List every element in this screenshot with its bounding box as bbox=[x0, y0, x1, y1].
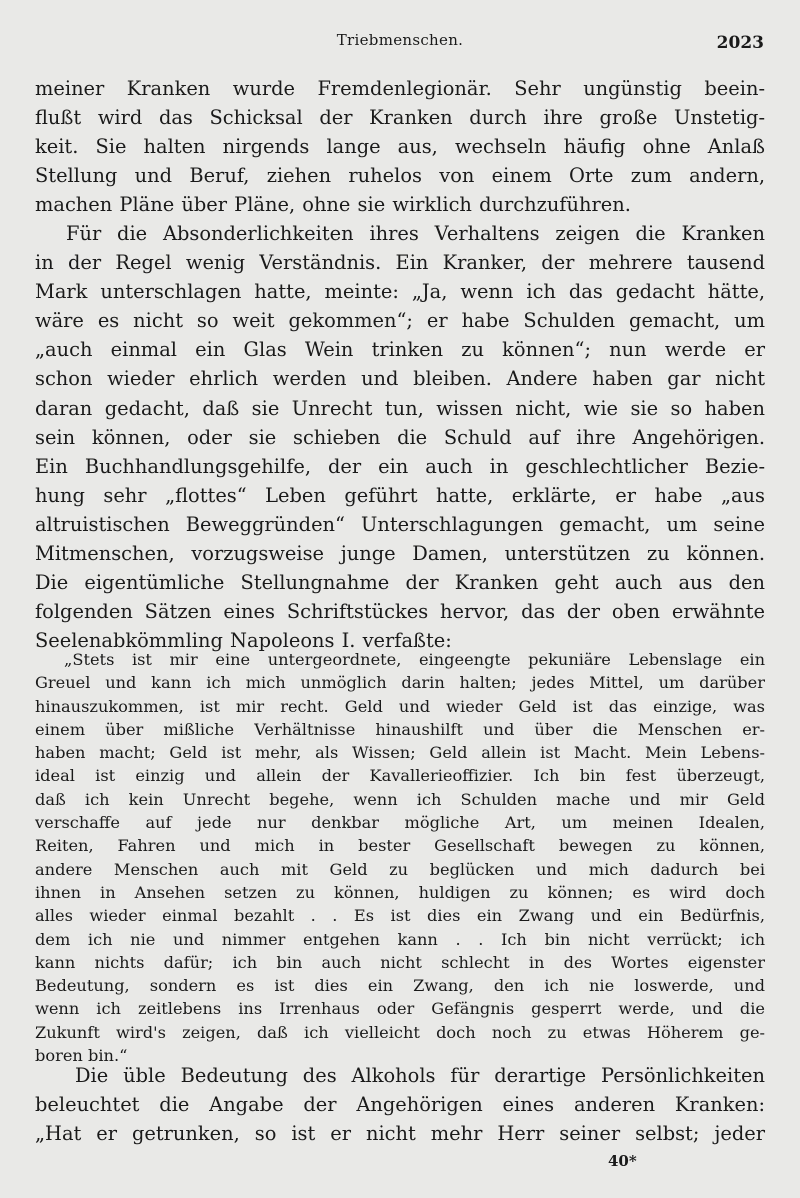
quote-line: ihnen in Ansehen setzen zu können, huldigen zu können; es wird doch bbox=[35, 882, 765, 902]
running-header bbox=[0, 31, 800, 57]
text-line: „auch einmal ein Glas Wein trinken zu können“; nun werde er bbox=[35, 338, 765, 362]
quotation-block bbox=[35, 648, 765, 1067]
quote-line: boren bin.“ bbox=[35, 1046, 128, 1066]
page-number: 2023 bbox=[716, 33, 764, 53]
quote-line: verschaffe auf jede nur denkbar mögliche Art, um meinen Idealen, bbox=[35, 813, 765, 833]
quote-line: hinauszukommen, ist mir recht. Geld und wieder Geld ist das einzige, was bbox=[35, 696, 765, 716]
text-line: flußt wird das Schicksal der Kranken durch ihre große Unstetig- bbox=[35, 106, 765, 130]
text-line: „Hat er getrunken, so ist er nicht mehr Herr seiner selbst; jeder bbox=[35, 1122, 765, 1146]
text-line: hung sehr „flottes“ Leben geführt hatte, erklärte, er habe „aus bbox=[35, 483, 765, 507]
quote-line: Reiten, Fahren und mich in bester Gesellschaft bewegen zu können, bbox=[35, 836, 765, 856]
text-line: keit. Sie halten nirgends lange aus, wechseln häufig ohne Anlaß bbox=[35, 135, 765, 159]
paragraph-3 bbox=[35, 1061, 765, 1148]
quote-line: alles wieder einmal bezahlt . . Es ist dies ein Zwang und ein Bedürfnis, bbox=[35, 906, 765, 926]
running-title: Triebmenschen. bbox=[336, 31, 464, 49]
text-line: Die eigentümliche Stellungnahme der Kranken geht auch aus den bbox=[35, 571, 765, 595]
quote-line: kann nichts dafür; ich bin auch nicht schlecht in des Wortes eigenster bbox=[35, 952, 765, 972]
text-line: wäre es nicht so weit gekommen“; er habe Schulden gemacht, um bbox=[35, 309, 765, 333]
text-line: Mark unterschlagen hatte, meinte: „Ja, wenn ich das gedacht hätte, bbox=[35, 280, 765, 304]
text-line: in der Regel wenig Verständnis. Ein Kranker, der mehrere tausend bbox=[35, 251, 765, 275]
text-line: folgenden Sätzen eines Schriftstückes hervor, das der oben erwähnte bbox=[35, 600, 765, 624]
quote-line: dem ich nie und nimmer entgehen kann . . Ich bin nicht verrückt; ich bbox=[35, 929, 765, 949]
quote-line: Zukunft wird's zeigen, daß ich vielleicht doch noch zu etwas Höherem ge- bbox=[35, 1022, 765, 1042]
paragraph-1 bbox=[35, 74, 765, 219]
quote-line: daß ich kein Unrecht begehe, wenn ich Schulden mache und mir Geld bbox=[35, 789, 765, 809]
text-line: machen Pläne über Pläne, ohne sie wirklich durchzuführen. bbox=[35, 193, 631, 217]
text-line: Für die Absonderlichkeiten ihres Verhaltens zeigen die Kranken bbox=[66, 222, 765, 245]
text-line: Stellung und Beruf, ziehen ruhelos von einem Orte zum andern, bbox=[35, 164, 765, 188]
text-line: Die üble Bedeutung des Alkohols für derartige Persönlichkeiten bbox=[75, 1064, 765, 1087]
text-line: sein können, oder sie schieben die Schuld auf ihre Angehörigen. bbox=[35, 425, 765, 449]
quote-line: wenn ich zeitlebens ins Irrenhaus oder Gefängnis gesperrt werde, und die bbox=[35, 999, 765, 1019]
text-line: meiner Kranken wurde Fremdenlegionär. Sehr ungünstig beein- bbox=[35, 77, 765, 100]
text-line: Mitmenschen, vorzugsweise junge Damen, unterstützen zu können. bbox=[35, 542, 765, 566]
text-line: Ein Buchhandlungsgehilfe, der ein auch in geschlechtlicher Bezie- bbox=[35, 454, 765, 478]
quote-line: andere Menschen auch mit Geld zu beglücken und mich dadurch bei bbox=[35, 859, 765, 879]
text-line: Seelenabkömmling Napoleons I. verfaßte: bbox=[35, 629, 452, 653]
quote-line: „Stets ist mir eine untergeordnete, eingeengte pekuniäre Lebenslage ein bbox=[64, 650, 765, 669]
text-line: daran gedacht, daß sie Unrecht tun, wissen nicht, wie sie so haben bbox=[35, 396, 765, 420]
paragraph-2 bbox=[35, 219, 765, 655]
text-line: altruistischen Beweggründen“ Unterschlagungen gemacht, um seine bbox=[35, 512, 765, 536]
text-line: beleuchtet die Angabe der Angehörigen eines anderen Kranken: bbox=[35, 1093, 765, 1117]
quote-line: ideal ist einzig und allein der Kavallerieoffizier. Ich bin fest überzeugt, bbox=[35, 766, 765, 786]
quote-line: Greuel und kann ich mich unmöglich darin halten; jedes Mittel, um darüber bbox=[35, 673, 765, 693]
text-line: schon wieder ehrlich werden und bleiben. Andere haben gar nicht bbox=[35, 367, 765, 391]
signature-mark: 40* bbox=[608, 1152, 637, 1170]
quote-line: haben macht; Geld ist mehr, als Wissen; Geld allein ist Macht. Mein Lebens- bbox=[35, 743, 765, 763]
quote-line: einem über mißliche Verhältnisse hinaushilft und über die Menschen er- bbox=[35, 719, 765, 739]
quote-line: Bedeutung, sondern es ist dies ein Zwang, den ich nie loswerde, und bbox=[35, 976, 765, 996]
